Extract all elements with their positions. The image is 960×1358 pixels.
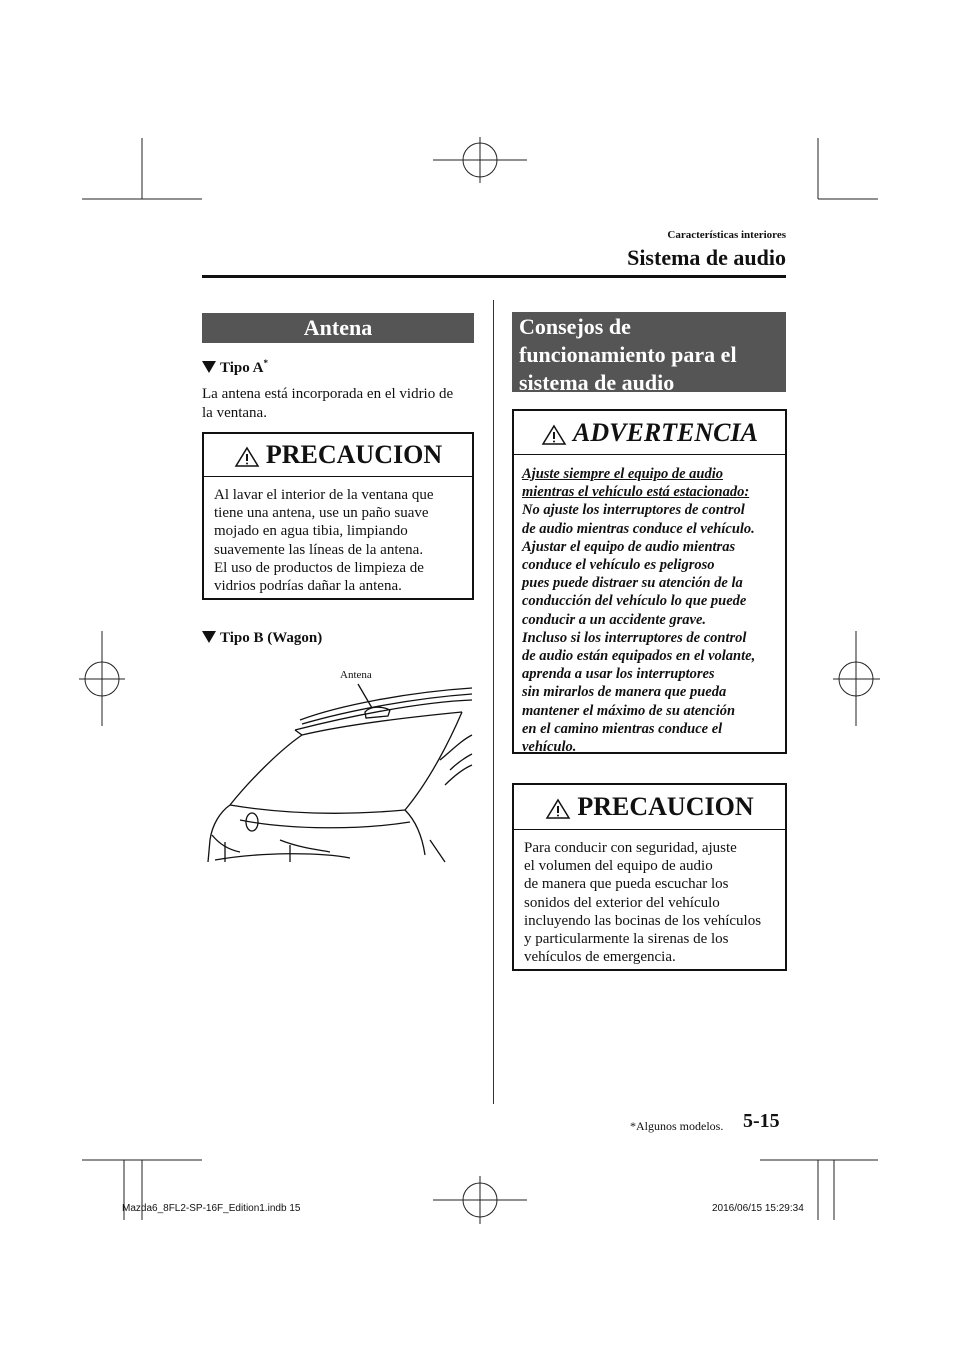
advertencia-title: ADVERTENCIA (514, 411, 785, 454)
advertencia-box (512, 409, 787, 754)
tipo-a-text: La antena está incorporada en el vidrio de la ventana. (202, 386, 454, 421)
tipo-a-label: Tipo A (220, 360, 264, 376)
triangle-down-icon (202, 361, 216, 373)
precaucion-text: Para conducir con seguridad, ajuste el volumen del equipo de audio de manera que pueda escuchar los sonidos del exterior del vehículo incluyendo las bocinas de los vehículos y particularmente la sirenas de los vehículos de emergencia. (524, 840, 762, 966)
warning-icon (234, 446, 260, 468)
triangle-down-icon (202, 631, 216, 643)
footnote: *Algunos modelos. (630, 1119, 724, 1133)
warning-icon (541, 424, 567, 446)
chapter-title: Características interiores (667, 229, 786, 241)
footnote-mark: * (263, 358, 268, 368)
tipo-a-heading (202, 358, 268, 377)
precaucion-text: Al lavar el interior de la ventana que tiene una antena, use un paño suave mojado en agua tibia, limpiando suavemente las líneas de la antena. El uso de productos de limpieza de vidrios podrías dañar la antena. (214, 487, 434, 595)
tipo-b-heading (202, 630, 322, 647)
page-number: 5-15 (743, 1110, 780, 1132)
section-title: Sistema de audio (627, 245, 786, 270)
precaucion-title: PRECAUCION (204, 434, 472, 476)
print-date: 2016/06/15 15:29:34 (712, 1203, 804, 1214)
rear-car-antenna-illustration (200, 680, 475, 865)
consejos-heading: Consejos de funcionamiento para el sistema de audio (512, 312, 786, 392)
precaucion-box-antena (202, 432, 474, 600)
precaucion-title: PRECAUCION (514, 785, 785, 829)
tipo-b-label: Tipo B (Wagon) (220, 630, 323, 646)
header-rule (202, 275, 786, 278)
antena-heading: Antena (202, 313, 474, 343)
column-divider (493, 300, 494, 1104)
figure-label-antena: Antena (340, 669, 372, 681)
precaucion-box-audio (512, 783, 787, 971)
warning-icon (545, 798, 571, 820)
print-file-info: Mazda6_8FL2-SP-16F_Edition1.indb 15 (122, 1203, 301, 1214)
advertencia-text: Ajuste siempre el equipo de audio mientras el vehículo está estacionado: No ajuste los interruptores de control de audio mientras conduce el vehículo. Ajustar el equipo de audio mientras conduce el vehículo es peligroso pues puede distraer su atención de la conducción del vehículo lo que puede conducir a un accidente grave. Incluso si los interruptores de control de audio están equipados en el volante, aprenda a usar los interruptores sin mirarlos de manera que pueda mantener el máximo de su atención en el camino mientras conduce el vehículo. (522, 466, 756, 756)
